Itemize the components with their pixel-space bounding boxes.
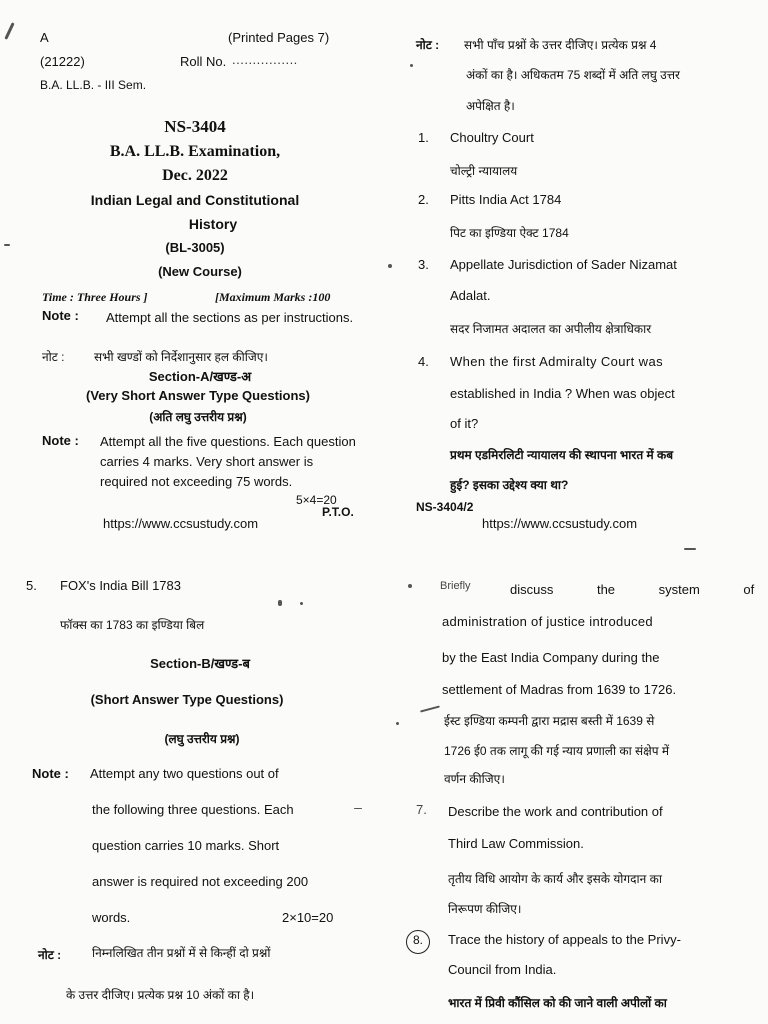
question-4-text-line-2: established in India ? When was object [450, 386, 675, 401]
subject-line-1: Indian Legal and Constitutional [90, 192, 300, 208]
question-8-line-2: Council from India. [448, 962, 557, 977]
question-4-number: 4. [418, 354, 429, 369]
marks-formula: 5×4=20 [296, 493, 337, 507]
section-b-subtitle: (Short Answer Type Questions) [90, 692, 284, 707]
question-3-hindi: सदर निजामत अदालत का अपीलीय क्षेत्राधिकार [450, 322, 652, 336]
hindi-note-label: नोट : [38, 948, 62, 962]
question-6-hindi-line-1: ईस्ट इण्डिया कम्पनी द्वारा मद्रास बस्ती में 1639 से [444, 714, 655, 728]
scan-artifact [396, 722, 399, 725]
question-3-text-line-2: Adalat. [450, 288, 491, 303]
exam-time: Time : Three Hours ] [42, 290, 148, 304]
hindi-note-label: नोट : [42, 350, 65, 364]
page-url: https://www.ccsustudy.com [103, 516, 259, 531]
question-6-first-word: Briefly [440, 580, 471, 592]
scan-artifact [4, 244, 10, 246]
question-5-hindi: फॉक्स का 1783 का इण्डिया बिल [60, 618, 205, 632]
question-3-number: 3. [418, 257, 429, 272]
question-2-text: Pitts India Act 1784 [450, 192, 562, 207]
question-6-line-4: settlement of Madras from 1639 to 1726. [442, 682, 677, 697]
roll-value: ................ [232, 52, 298, 67]
course-type: (New Course) [158, 264, 242, 279]
question-2-number: 2. [418, 192, 429, 207]
hindi-note-line-1: सभी पाँच प्रश्नों के उत्तर दीजिए। प्रत्येक प्रश्न 4 [464, 38, 657, 52]
page-3 [0, 562, 384, 1024]
note-2-label: Note : [42, 433, 79, 448]
question-4-hindi-line-1: प्रथम एडमिरलिटी न्यायालय की स्थापना भारत में कब [450, 448, 674, 462]
marks-formula: 2×10=20 [282, 910, 334, 925]
exam-title: B.A. LL.B. Examination, [109, 143, 281, 160]
section-b-title: Section-B/खण्ड-ब [150, 656, 250, 671]
question-8-hindi-line-1: भारत में प्रिवी कौंसिल को की जाने वाली अपीलों का [448, 996, 667, 1010]
question-7-line-2: Third Law Commission. [448, 836, 584, 851]
note-line-2: the following three questions. Each [92, 802, 294, 817]
hindi-note-line-2: अंकों का है। अधिकतम 75 शब्दों में अति लघु उत्तर [466, 68, 680, 82]
section-b-subtitle-hindi: (लघु उत्तरीय प्रश्न) [164, 732, 240, 746]
question-7-number: 7. [416, 802, 427, 817]
note-2-text: Attempt all the five questions. Each question carries 4 marks. Very short answer is required not exceeding 75 words. [100, 434, 356, 489]
question-6-hindi-line-3: वर्णन कीजिए। [444, 772, 505, 786]
section-a-subtitle-hindi: (अति लघु उत्तरीय प्रश्न) [149, 410, 247, 424]
question-6-hindi-line-2: 1726 ई0 तक लागू की गई न्याय प्रणाली का संक्षेप में [444, 744, 670, 758]
note-text: Attempt all the sections as per instructions. [106, 310, 354, 325]
hindi-note-line-3: अपेक्षित है। [466, 99, 515, 113]
question-4-text-line-3: of it? [450, 416, 479, 431]
hindi-note-label: नोट : [416, 38, 440, 52]
scan-artifact [410, 64, 413, 67]
scan-artifact [684, 548, 696, 550]
footer-code: NS-3404/2 [416, 500, 474, 514]
question-6-line-2: administration of justice introduced [442, 614, 653, 629]
page-1 [0, 0, 384, 562]
page-2 [384, 0, 768, 562]
scan-artifact [354, 808, 362, 809]
question-6-line-1: discuss the system of [510, 582, 755, 597]
scan-artifact [278, 600, 282, 606]
question-6-line-3: by the East India Company during the [442, 650, 660, 665]
series-letter: A [40, 30, 49, 45]
subject-line-2: History [188, 216, 238, 232]
note-label: Note : [32, 766, 69, 781]
scan-artifact [4, 22, 14, 40]
note-line-5: words. [92, 910, 131, 925]
question-1-number: 1. [418, 130, 429, 145]
hindi-note-line-1: निम्नलिखित तीन प्रश्नों में से किन्हीं दो प्रश्नों [92, 946, 271, 960]
note-line-1: Attempt any two questions out of [90, 766, 279, 781]
scan-artifact [408, 584, 412, 588]
page-url: https://www.ccsustudy.com [482, 516, 638, 531]
section-a-title: Section-A/खण्ड-अ [148, 369, 252, 384]
question-1-text: Choultry Court [450, 130, 534, 145]
question-7-hindi-line-2: निरूपण कीजिए। [448, 902, 522, 916]
note-label: Note : [42, 308, 79, 323]
roll-label: Roll No. [180, 54, 227, 69]
section-a-subtitle: (Very Short Answer Type Questions) [86, 388, 310, 403]
printed-pages: (Printed Pages 7) [228, 30, 330, 45]
hindi-note-line-2: के उत्तर दीजिए। प्रत्येक प्रश्न 10 अंकों का है। [66, 988, 255, 1002]
scan-artifact [388, 264, 392, 268]
scan-artifact [300, 602, 303, 605]
hindi-note-text: सभी खण्डों को निर्देशानुसार हल कीजिए। [94, 350, 268, 364]
question-8-number: 8. [413, 933, 424, 947]
paper-number: (21222) [40, 54, 85, 69]
question-3-text-line-1: Appellate Jurisdiction of Sader Nizamat [450, 257, 677, 272]
page-4 [384, 562, 768, 1024]
class-label: B.A. LL.B. - III Sem. [40, 78, 147, 92]
question-8-line-1: Trace the history of appeals to the Privy- [448, 932, 681, 947]
question-4-hindi-line-2: हुई? इसका उद्देश्य क्या था? [450, 478, 569, 492]
pen-stroke [420, 705, 440, 712]
question-1-hindi: चोल्ट्री न्यायालय [450, 164, 518, 178]
question-7-hindi-line-1: तृतीय विधि आयोग के कार्य और इसके योगदान का [448, 872, 662, 886]
question-7-line-1: Describe the work and contribution of [448, 804, 663, 819]
note-line-3: question carries 10 marks. Short [92, 838, 280, 853]
pto-label: P.T.O. [322, 505, 354, 519]
question-5-text: FOX's India Bill 1783 [60, 578, 181, 593]
question-2-hindi: पिट का इण्डिया ऐक्ट 1784 [450, 226, 569, 240]
paper-code: NS-3404 [164, 117, 226, 136]
subject-code: (BL-3005) [165, 240, 225, 255]
question-4-text-line-1: When the first Admiralty Court was [450, 354, 663, 369]
question-5-number: 5. [26, 578, 37, 593]
exam-session: Dec. 2022 [162, 167, 228, 184]
max-marks: [Maximum Marks :100 [215, 290, 331, 304]
note-line-4: answer is required not exceeding 200 [92, 874, 309, 889]
